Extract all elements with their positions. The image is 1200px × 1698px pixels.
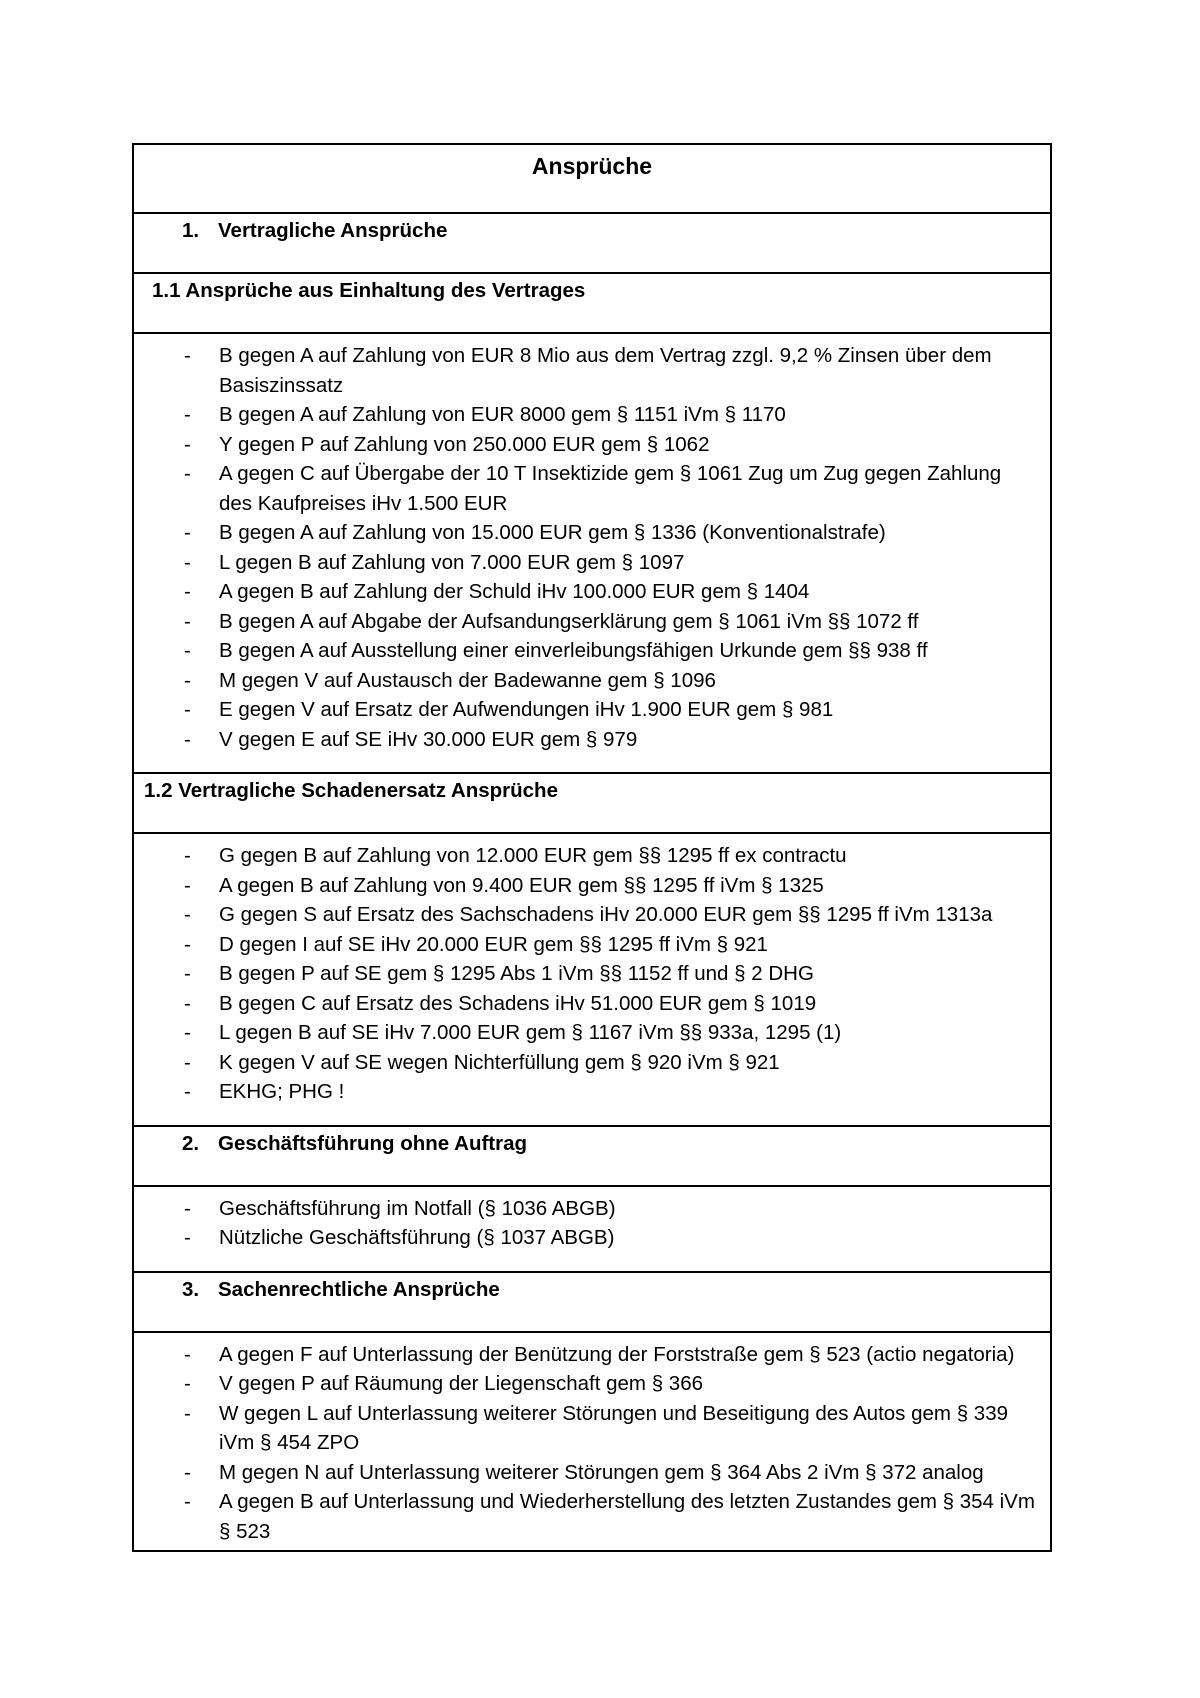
list-item: [134, 1399, 1050, 1458]
list-item: [134, 900, 1050, 930]
list-item-text: V gegen E auf SE iHv 30.000 EUR gem § 979: [219, 727, 638, 751]
list-item-text: B gegen C auf Ersatz des Schadens iHv 51.000 EUR gem § 1019: [219, 991, 817, 1015]
bullet-dash: -: [184, 609, 191, 633]
list-item-text: W gegen L auf Unterlassung weiterer Störungen und Beseitigung des Autos gem § 339 iVm § 454 ZPO: [219, 1401, 1008, 1454]
list-item-text: V gegen P auf Räumung der Liegenschaft gem § 366: [219, 1372, 703, 1395]
bullet-dash: -: [184, 1401, 191, 1425]
section-label: 1.2 Vertragliche Schadenersatz Ansprüche: [144, 779, 558, 802]
claims-list: [134, 341, 1050, 754]
claims-table: [132, 143, 1052, 1552]
list-item-text: A gegen B auf Zahlung der Schuld iHv 100.000 EUR gem § 1404: [219, 580, 810, 603]
list-item-text: B gegen A auf Zahlung von 15.000 EUR gem § 1336 (Konventionalstrafe): [219, 521, 886, 544]
list-item-text: L gegen B auf SE iHv 7.000 EUR gem § 1167 iVm §§ 933a, 1295 (1): [219, 1021, 842, 1044]
list-item: [134, 607, 1050, 637]
list-item: [134, 1018, 1050, 1048]
section-label: 1.1 Ansprüche aus Einhaltung des Vertrages: [152, 279, 586, 302]
bullet-dash: -: [184, 1021, 191, 1044]
list-item: [134, 577, 1050, 607]
bullet-dash: -: [184, 580, 191, 603]
list-item-text: A gegen F auf Unterlassung der Benützung der Forststraße gem § 523 (actio negatoria): [219, 1342, 1015, 1366]
section-label: Vertragliche Ansprüche: [218, 219, 448, 242]
list-item-text: B gegen A auf Zahlung von EUR 8 Mio aus dem Vertrag zzgl. 9,2 % Zinsen über dem Basiszinssatz: [219, 344, 992, 397]
section-1-header: [132, 214, 1052, 274]
list-item-text: G gegen B auf Zahlung von 12.000 EUR gem §§ 1295 ff ex contractu: [219, 844, 847, 867]
section-number: 2.: [182, 1131, 200, 1155]
list-item-text: D gegen I auf SE iHv 20.000 EUR gem §§ 1295 ff iVm § 921: [219, 932, 768, 956]
section-2-list-row: [132, 1187, 1052, 1273]
list-item-text: K gegen V auf SE wegen Nichterfüllung gem § 920 iVm § 921: [219, 1050, 780, 1074]
bullet-dash: -: [184, 727, 191, 751]
bullet-dash: -: [184, 462, 191, 485]
list-item: [134, 1369, 1050, 1399]
bullet-dash: -: [184, 1080, 191, 1103]
list-item: [134, 459, 1050, 518]
section-number: 3.: [182, 1277, 200, 1301]
bullet-dash: -: [184, 344, 191, 367]
bullet-dash: -: [184, 844, 191, 867]
list-item-text: B gegen A auf Zahlung von EUR 8000 gem § 1151 iVm § 1170: [219, 403, 786, 426]
list-item: [134, 400, 1050, 430]
bullet-dash: -: [184, 668, 191, 692]
list-item-text: Y gegen P auf Zahlung von 250.000 EUR gem § 1062: [219, 432, 710, 456]
list-item-text: G gegen S auf Ersatz des Sachschadens iHv 20.000 EUR gem §§ 1295 ff iVm 1313a: [219, 903, 993, 926]
list-item-text: Nützliche Geschäftsführung (§ 1037 ABGB): [219, 1226, 615, 1249]
bullet-dash: -: [184, 432, 191, 456]
bullet-dash: -: [184, 639, 191, 662]
list-item-text: A gegen C auf Übergabe der 10 T Insektizide gem § 1061 Zug um Zug gegen Zahlung des Kaufpreises iHv 1.500 EUR: [219, 462, 1002, 515]
section-1-2-header: [132, 774, 1052, 834]
bullet-dash: -: [184, 550, 191, 574]
bullet-dash: -: [184, 1460, 191, 1484]
bullet-dash: -: [184, 932, 191, 956]
section-2-header: [132, 1127, 1052, 1187]
list-item: [134, 1077, 1050, 1107]
list-item: [134, 341, 1050, 400]
section-label: Sachenrechtliche Ansprüche: [218, 1277, 500, 1301]
list-item: [134, 666, 1050, 696]
bullet-dash: -: [184, 991, 191, 1015]
list-item: [134, 1048, 1050, 1078]
section-3-header: [132, 1273, 1052, 1333]
list-item-text: B gegen A auf Ausstellung einer einverleibungsfähigen Urkunde gem §§ 938 ff: [219, 639, 928, 662]
bullet-dash: -: [184, 521, 191, 544]
list-item-text: B gegen A auf Abgabe der Aufsandungserklärung gem § 1061 iVm §§ 1072 ff: [219, 609, 919, 633]
list-item: [134, 989, 1050, 1019]
list-item: [134, 1487, 1050, 1546]
list-item: [134, 430, 1050, 460]
bullet-dash: -: [184, 1196, 191, 1220]
list-item: [134, 1458, 1050, 1488]
section-1-1-header: [132, 274, 1052, 334]
bullet-dash: -: [184, 962, 191, 985]
section-label: Geschäftsführung ohne Auftrag: [218, 1131, 528, 1155]
bullet-dash: -: [184, 403, 191, 426]
title-row: [132, 143, 1052, 214]
list-item: [134, 871, 1050, 901]
bullet-dash: -: [184, 903, 191, 926]
section-1-1-list-row: [132, 334, 1052, 774]
list-item: [134, 841, 1050, 871]
bullet-dash: -: [184, 1342, 191, 1366]
bullet-dash: -: [184, 1050, 191, 1074]
section-3-list-row: [132, 1333, 1052, 1553]
list-item-text: EKHG; PHG !: [219, 1080, 345, 1103]
list-item: [134, 548, 1050, 578]
list-item: [134, 725, 1050, 755]
section-number: 1.: [182, 219, 200, 242]
list-item: [134, 959, 1050, 989]
list-item: [134, 695, 1050, 725]
list-item: [134, 1194, 1050, 1224]
bullet-dash: -: [184, 873, 191, 897]
list-item-text: A gegen B auf Zahlung von 9.400 EUR gem §§ 1295 ff iVm § 1325: [219, 873, 824, 897]
list-item-text: B gegen P auf SE gem § 1295 Abs 1 iVm §§ 1152 ff und § 2 DHG: [219, 962, 814, 985]
list-item: [134, 636, 1050, 666]
page-title: Ansprüche: [531, 153, 653, 179]
bullet-dash: -: [184, 698, 191, 721]
list-item-text: E gegen V auf Ersatz der Aufwendungen iHv 1.900 EUR gem § 981: [219, 698, 834, 721]
bullet-dash: -: [184, 1490, 191, 1513]
claims-list: [134, 1340, 1050, 1547]
list-item: [134, 518, 1050, 548]
section-1-2-list-row: [132, 834, 1052, 1127]
bullet-dash: -: [184, 1372, 191, 1395]
list-item: [134, 1223, 1050, 1253]
claims-list: [134, 841, 1050, 1107]
list-item-text: M gegen N auf Unterlassung weiterer Störungen gem § 364 Abs 2 iVm § 372 analog: [219, 1460, 984, 1484]
list-item-text: L gegen B auf Zahlung von 7.000 EUR gem § 1097: [219, 550, 685, 574]
list-item: [134, 930, 1050, 960]
claims-list: [134, 1194, 1050, 1253]
bullet-dash: -: [184, 1226, 191, 1249]
list-item: [134, 1340, 1050, 1370]
list-item-text: M gegen V auf Austausch der Badewanne gem § 1096: [219, 668, 716, 692]
list-item-text: A gegen B auf Unterlassung und Wiederherstellung des letzten Zustandes gem § 354 iVm § 523: [219, 1490, 1035, 1543]
list-item-text: Geschäftsführung im Notfall (§ 1036 ABGB): [219, 1196, 616, 1220]
